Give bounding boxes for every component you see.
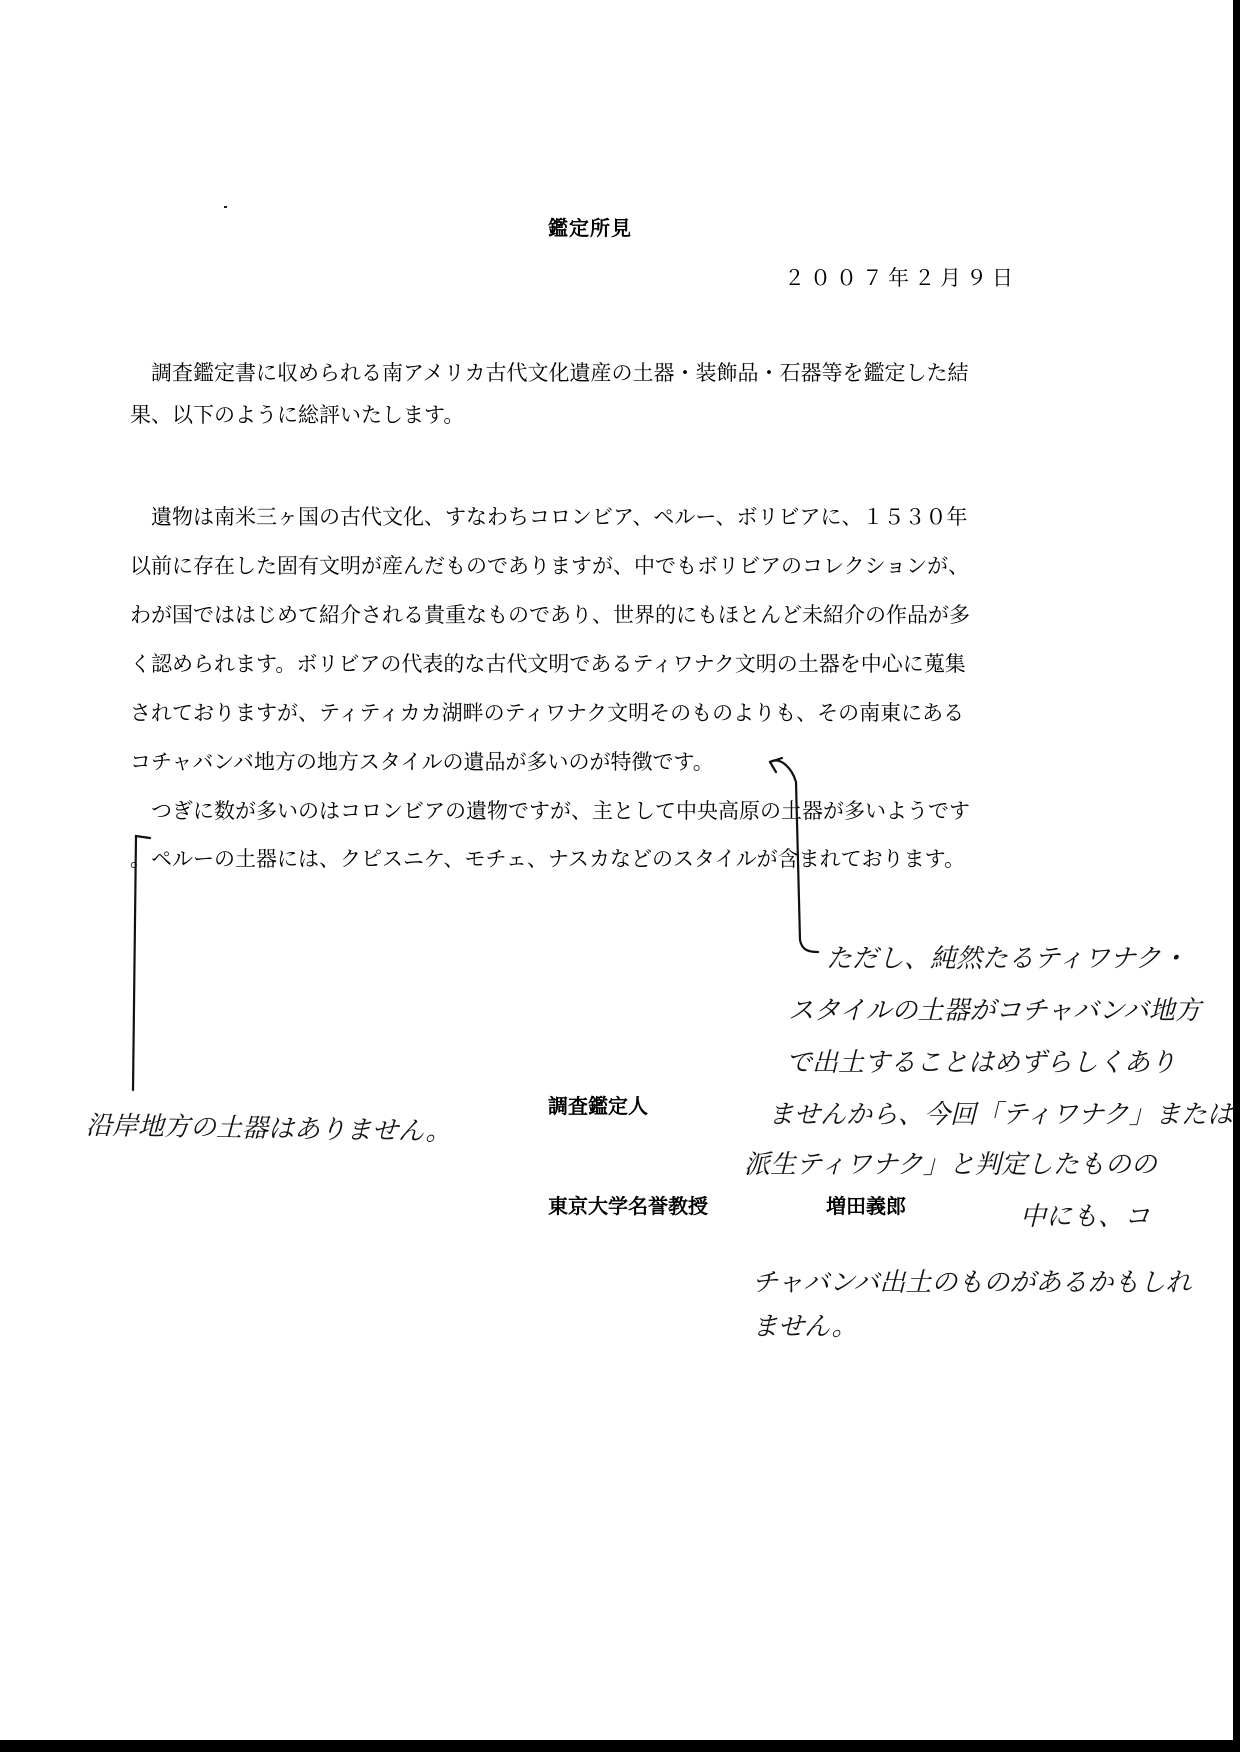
paragraph-line: 果、以下のように総評いたします。 (130, 403, 465, 427)
insertion-bracket-left (133, 836, 150, 1090)
signature-position: 東京大学名誉教授 (548, 1194, 708, 1218)
signature-label: 調査鑑定人 (548, 1094, 648, 1118)
paragraph-line: つぎに数が多いのはコロンビアの遺物ですが、主として中央高原の土器が多いようです (130, 799, 970, 823)
handwritten-line: ません。 (752, 1312, 858, 1342)
paragraph-line: 以前に存在した固有文明が産んだものでありますが、中でもボリビアのコレクションが、 (130, 554, 970, 578)
document-title: 鑑定所見 (548, 216, 632, 240)
paragraph-line: く認められます。ボリビアの代表的な古代文明であるティワナク文明の土器を中心に蒐集 (130, 652, 966, 676)
paragraph-line: 調査鑑定書に収められる南アメリカ古代文化遺産の土器・装飾品・石器等を鑑定した結 (130, 361, 969, 385)
handwritten-line: スタイルの土器がコチャバンバ地方 (788, 996, 1201, 1026)
signature-name: 増田義郎 (826, 1194, 906, 1218)
handwritten-note-left: 沿岸地方の土器はありません。 (85, 1110, 452, 1148)
handwritten-line: 中にも、コ (1020, 1202, 1151, 1232)
paragraph-line: わが国でははじめて紹介される貴重なものであり、世界的にもほとんど未紹介の作品が多 (130, 603, 970, 627)
paragraph-line: コチャバンバ地方の地方スタイルの遺品が多いのが特徴です。 (130, 750, 714, 774)
paragraph-line: 。ペルーの土器には、クピスニケ、モチェ、ナスカなどのスタイルが含まれております。 (130, 847, 965, 871)
document-date: ２００７年２月９日 (784, 266, 1018, 290)
handwritten-line: ませんから、今回「ティワナク」または (768, 1100, 1233, 1130)
paragraph-line: 遺物は南米三ヶ国の古代文化、すなわちコロンビア、ペルー、ボリビアに、１５３０年 (130, 505, 968, 529)
handwritten-line: で出土することはめずらしくあり (786, 1048, 1177, 1078)
handwritten-line: チャバンバ出土のものがあるかもしれ (752, 1268, 1192, 1298)
insertion-arrow-right (770, 760, 818, 952)
paragraph-line: されておりますが、ティティカカ湖畔のティワナク文明そのものよりも、その南東にある (130, 701, 965, 725)
handwritten-line: 派生ティワナク」と判定したものの (744, 1150, 1157, 1180)
handwritten-line: ただし、純然たるティワナク・ (826, 944, 1187, 974)
